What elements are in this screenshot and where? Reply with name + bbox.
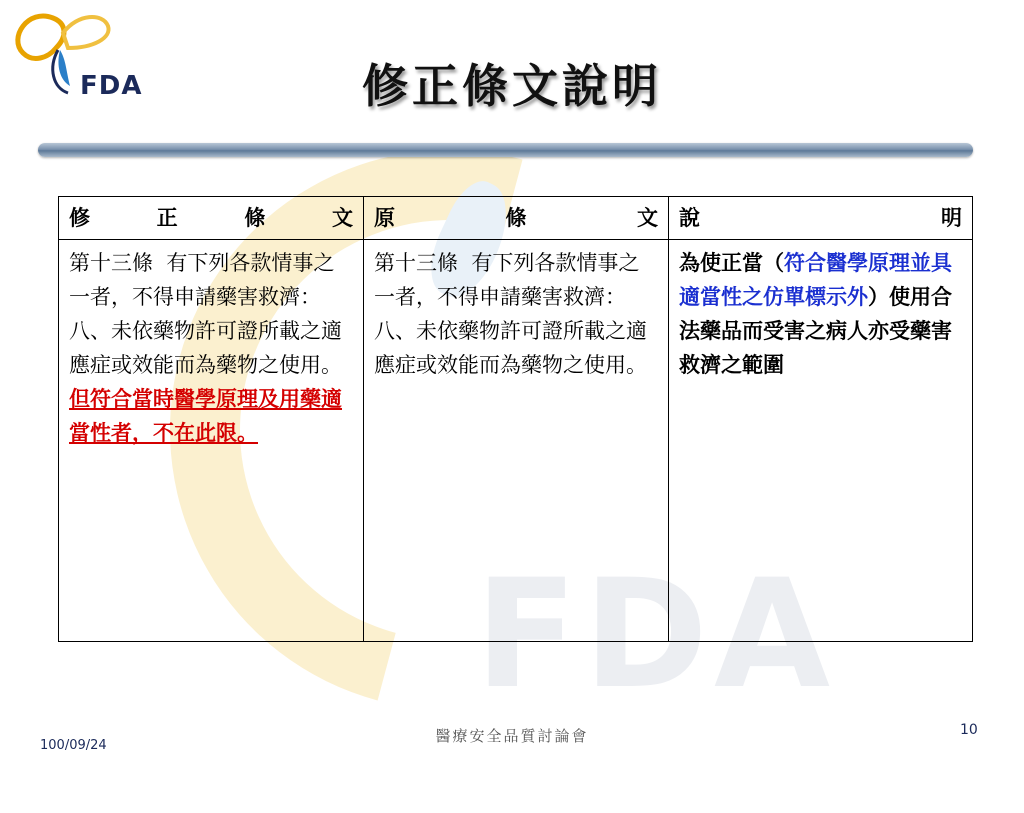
- amended-text-cell: [59, 240, 364, 642]
- explanation-before: 為使正當（: [679, 251, 784, 275]
- explanation-cell: [669, 240, 973, 642]
- comparison-table: [58, 196, 973, 642]
- header-original-text: 原 條 文: [364, 197, 669, 240]
- original-text-body: 第十三條 有下列各款情事之一者，不得申請藥害救濟： 八、未依藥物許可證所載之適應症或效能而為藥物之使用。: [374, 251, 647, 377]
- amended-text-highlight: 但符合當時醫學原理及用藥適當性者，不在此限。: [69, 387, 342, 445]
- logo-text: FDA: [80, 71, 143, 101]
- page-title: 修正條文說明: [362, 59, 662, 113]
- title-divider: [38, 143, 973, 157]
- explanation-highlight: 符合醫學原理並具適當性之仿單標示外: [679, 251, 952, 309]
- table-row: [59, 240, 973, 642]
- explanation-after: ）使用合法藥品而受害之病人亦受藥害救濟之範圍: [679, 285, 952, 377]
- header-explanation: 說 明: [669, 197, 973, 240]
- table-header-row: [59, 197, 973, 240]
- header-amended-text: 修 正 條 文: [59, 197, 364, 240]
- page-number: 10: [960, 722, 978, 738]
- footer-date: 100/09/24: [40, 738, 107, 753]
- amended-text-body: 第十三條 有下列各款情事之一者，不得申請藥害救濟： 八、未依藥物許可證所載之適應症或效能而為藥物之使用。: [69, 251, 342, 377]
- footer-title: 醫療安全品質討論會: [435, 727, 589, 745]
- watermark-fda-text: FDA: [475, 548, 837, 722]
- original-text-cell: [364, 240, 669, 642]
